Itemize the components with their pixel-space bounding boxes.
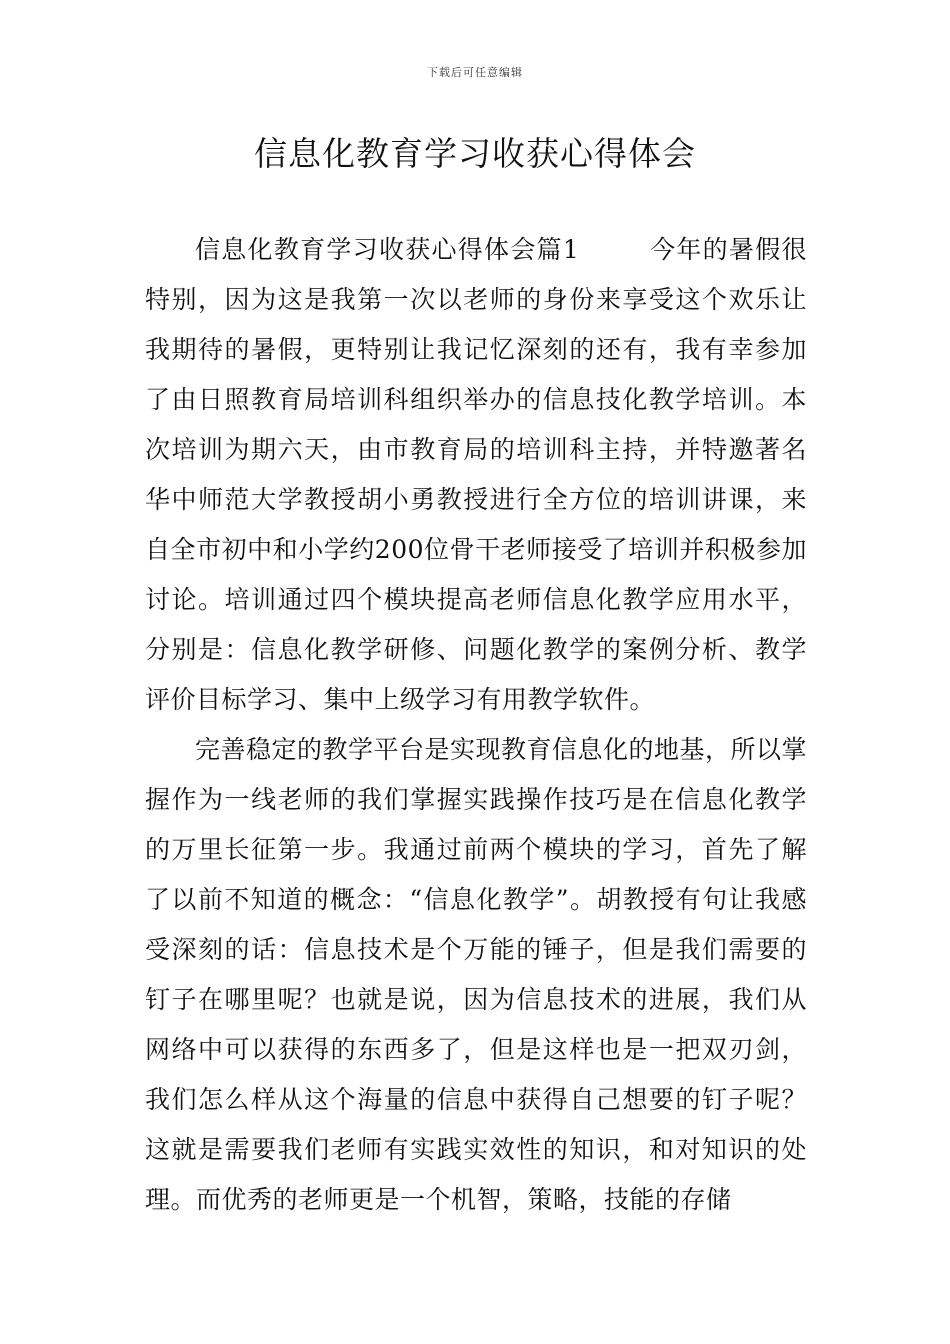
- paragraph-1-text: 今年的暑假很特别，因为这是我第一次以老师的身份来享受这个欢乐让我期待的暑假，更特别让我记忆深刻的还有，我有幸参加了由日照教育局培训科组织举办的信息技化教学培训。本次培训为期六天，由市教育局的培训科主持，并特邀著名华中师范大学教授胡小勇教授进行全方位的培训讲课，来自全市初中和小学约200位骨干老师接受了培训并积极参加讨论。培训通过四个模块提高老师信息化教学应用水平，分别是：信息化教学研修、问题化教学的案例分析、教学评价目标学习、集中上级学习有用教学软件。: [145, 235, 807, 714]
- page-header-note: 下载后可任意编辑: [427, 66, 523, 79]
- document-title: 信息化教育学习收获心得体会: [254, 134, 696, 173]
- section-heading: 信息化教育学习收获心得体会篇1: [195, 235, 580, 264]
- paragraph-1: [145, 225, 807, 725]
- document-body: [145, 225, 807, 1225]
- paragraph-2: 完善稳定的教学平台是实现教育信息化的地基，所以掌握作为一线老师的我们掌握实践操作技巧是在信息化教学的万里长征第一步。我通过前两个模块的学习，首先了解了以前不知道的概念：“信息化教学”。胡教授有句让我感受深刻的话：信息技术是个万能的锤子，但是我们需要的钉子在哪里呢？也就是说，因为信息技术的进展，我们从网络中可以获得的东西多了，但是这样也是一把双刃剑，我们怎么样从这个海量的信息中获得自己想要的钉子呢？这就是需要我们老师有实践实效性的知识，和对知识的处理。而优秀的老师更是一个机智，策略，技能的存储: [145, 735, 808, 1214]
